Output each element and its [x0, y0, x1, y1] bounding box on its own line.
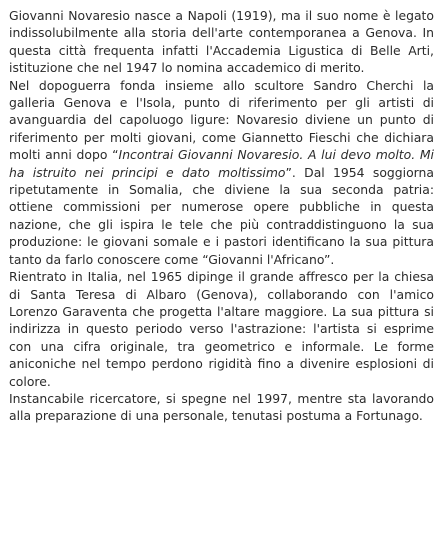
paragraph-return-italy — [9, 268, 434, 390]
fieschi-quote: Incontrai Giovanni Novaresio. A lui devo molto. Mi ha istruito nei principi e dato moltissimo — [9, 147, 434, 180]
paragraph-text: Rientrato in Italia, nel 1965 dipinge il grande affresco per la chiesa di Santa Teresa di Albaro (Genova), collaborando con l'amico Lorenzo Garaventa che progetta l'altare maggiore. La sua pittura si indirizza in questo periodo verso l'astrazione: l'artista si esprime con una cifra originale, tra geometrico e informale. Le forme aniconiche nel tempo perdono rigidità fino a divenire esplosioni di colore. — [9, 269, 434, 389]
paragraph-text: Giovanni Novaresio nasce a Napoli (1919), ma il suo nome è legato indissolubilmente alla storia dell'arte contemporanea a Genova. In questa città frequenta infatti l'Accademia Ligustica di Belle Arti, istituzione che nel 1947 lo nomina accademico di merito. — [9, 8, 434, 76]
paragraph-final-years — [9, 390, 434, 425]
paragraph-postwar-somalia — [9, 77, 434, 268]
paragraph-text: ”. Dal 1954 soggiorna ripetutamente in Somalia, che diviene la sua seconda patria: ottiene commissioni per numerose opere pubbliche in questa nazione, che gli ispira le tele che più contraddistinguono la sua produzione: le giovani somale e i pastori identificano la sua pittura tanto da farlo conoscere come “Giovanni l'Africano”. — [9, 164, 434, 267]
paragraph-early-life — [9, 7, 434, 77]
paragraph-text: Nel dopoguerra fonda insieme allo scultore Sandro Cherchi la galleria Genova e l'Isola, punto di riferimento per gli artisti di avanguardia del capoluogo ligure: Novaresio diviene un punto di riferimento per molti giovani, come Giannetto Fieschi che dichiara molti anni dopo “ — [9, 77, 434, 163]
paragraph-text: Instancabile ricercatore, si spegne nel 1997, mentre sta lavorando alla preparazione di una personale, tenutasi postuma a Fortunago. — [9, 390, 434, 424]
